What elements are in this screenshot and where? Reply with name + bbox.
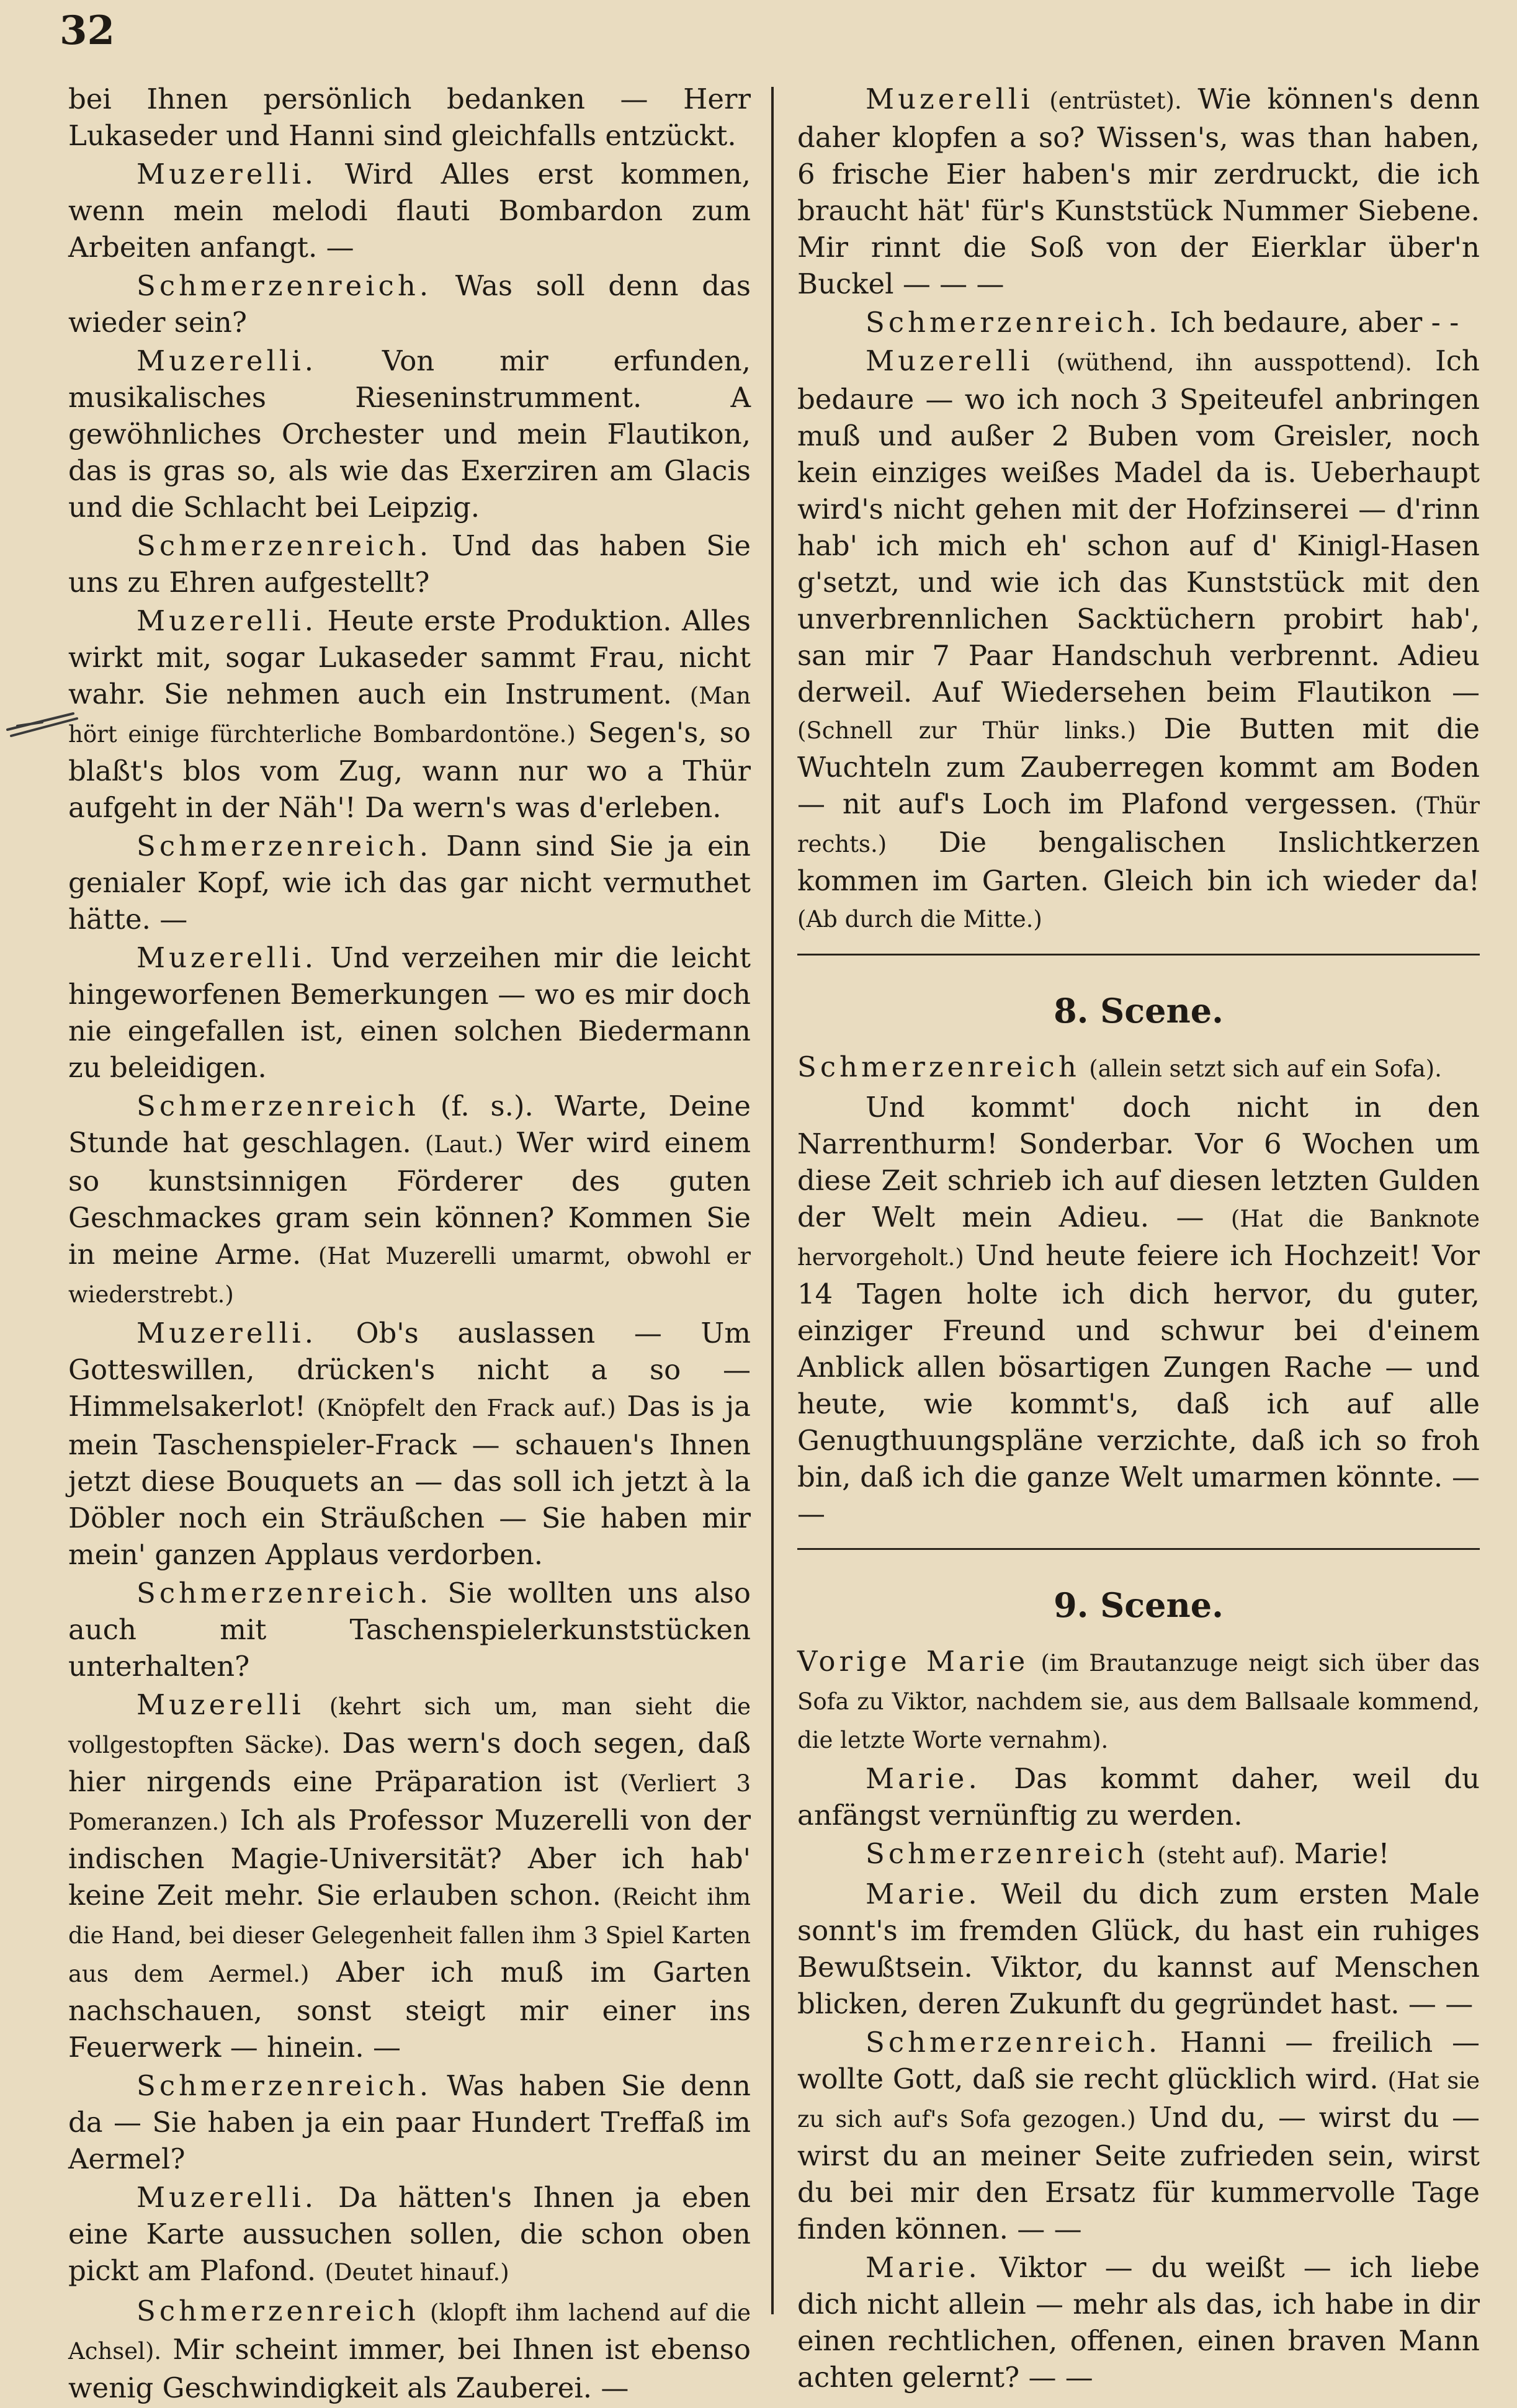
stage-direction: (Hat sie zu sich auf's Sofa gezogen.) [797,2067,1480,2133]
speaker-name: Schmerzenreich [866,1837,1148,1870]
speaker-name: Schmerzenreich. [136,529,432,562]
text-segment: Und heute feiere ich Hochzeit! Vor 14 Tagen holte ich dich hervor, du guter, einziger Freund und schwur bei d'einem Anblick allen bösartigen Zungen Rache — und heute, wie kommt's, daß ich auf alle Genugthuungspläne verzichte, daß ich so froh bin, daß ich die ganze Welt umarmen könnte. — — [797,1239,1480,1530]
text-segment: Ich als Professor Muzerelli von der indischen Magie-Universität? Aber ich hab' keine Zeit mehr. Sie erlauben schon. [68,1804,751,1912]
text-segment: Ich bedaure — wo ich noch 3 Speiteufel anbringen muß und außer 2 Buben vom Greisler, noch kein einziges weißes Madel da is. Ueberhaupt wird's nicht gehen mit der Hofzinserei — d'rinn hab' ich mich eh' schon auf d' Kinigl-Hasen g'setzt, und wie ich das Kunststück mit den unverbrennlichen Sacktüchern probirt hab', san mir 7 Paar Handschuh verbrennt. Adieu derweil. Auf Wiedersehen beim Flautikon — [797,344,1480,709]
dialogue-paragraph [797,1835,1480,1874]
dialogue-paragraph [68,1686,751,2066]
column-rule [771,87,774,2314]
text-segment: Und verzeihen mir die leicht hingeworfenen Bemerkungen — wo es mir doch nie eingefallen ist, einen solchen Biedermann zu beleidigen. [68,941,751,1084]
continuation-paragraph [68,81,751,154]
scene-divider [797,954,1480,956]
text-segment: Sie wollten uns also auch mit Taschenspielerkunststücken unterhalten? [68,1577,751,1683]
text-segment [1080,1050,1089,1083]
text-segment [1029,1645,1040,1678]
speaker-name: Schmerzenreich. [136,269,432,302]
stage-direction: (entrüstet). [1049,87,1182,114]
text-segment: Da hätten's Ihnen ja eben eine Karte aussuchen sollen, die schon oben pickt am Plafond. [68,2181,751,2287]
text-segment: Ob's auslassen — Um Gotteswillen, drücken's nicht a so — Himmelsakerlot! [68,1317,751,1423]
left-column [68,81,751,2408]
text-segment: Wer wird einem so kunstsinnigen Förderer des guten Geschmackes gram sein können? Kommen Sie in meine Arme. [68,1126,751,1271]
scene-heading [797,991,1480,1030]
text-segment: Dann sind Sie ja ein genialer Kopf, wie ich das gar nicht vermuthet hätte. — [68,830,751,936]
stage-direction: (Deutet hinauf.) [324,2259,509,2286]
dialogue-paragraph [68,2179,751,2291]
text-segment: Das wern's doch segen, daß hier nirgends eine Präparation ist [68,1727,751,1798]
speaker-name: Muzerelli. [136,941,318,974]
continuation-paragraph [797,1049,1480,1087]
text-segment [1034,83,1050,115]
speaker-name: Schmerzenreich. [136,830,432,862]
stage-direction: (Thür rechts.) [797,792,1480,857]
stage-direction: (Ab durch die Mitte.) [797,906,1042,933]
speaker-name: Schmerzenreich. [136,1577,432,1609]
text-segment: bei Ihnen persönlich bedanken — Herr Lukaseder und Hanni sind gleichfalls entzückt. [68,83,751,152]
text-segment [419,2294,430,2327]
text-segment: Und das haben Sie uns zu Ehren aufgestellt? [68,529,751,599]
speaker-name: Marie. [866,1762,981,1795]
text-segment [1034,344,1057,377]
dialogue-paragraph [68,1088,751,1313]
stage-direction: (Man hört einige fürchterliche Bombardontöne.) [68,683,751,748]
dialogue-paragraph [68,2293,751,2406]
text-segment: Und kommt' doch nicht in den Narrenthurm! Sonderbar. Vor 6 Wochen um diese Zeit schrieb ich auf diesen letzten Gulden der Welt mein Adieu. — [797,1091,1480,1233]
scene-divider [797,1548,1480,1550]
stage-direction: (wüthend, ihn ausspottend). [1056,349,1413,376]
text-segment: Die bengalischen Inslichtkerzen kommen im Garten. Gleich bin ich wieder da! [797,826,1480,897]
speaker-name: Muzerelli [866,83,1034,115]
text-segment: Wird Alles erst kommen, wenn mein melodi flauti Bombardon zum Arbeiten anfangt. — [68,158,751,264]
text-segment: 9. Scene. [1054,1585,1224,1625]
text-segment [1148,1837,1157,1870]
stage-direction: (Reicht ihm die Hand, bei dieser Gelegenheit fallen ihm 3 Spiel Karten aus dem Aermel.) [68,1884,751,1987]
speaker-name: Schmerzenreich. [136,2069,432,2102]
continuation-paragraph [797,1643,1480,1758]
text-segment: Und du, — wirst du — wirst du an meiner Seite zufrieden sein, wirst du bei mir den Ersatz für kummervolle Tage finden können. — — [797,2101,1480,2245]
scene-heading [797,1586,1480,1624]
text-segment: Viktor — du weißt — ich liebe dich nicht allein — mehr als das, ich habe in dir einen rechtlichen, offenen, einen braven Mann achten gelernt? — — [797,2251,1480,2394]
stage-direction: (Verliert 3 Pomeranzen.) [68,1770,751,1835]
dialogue-paragraph [797,2249,1480,2396]
dialogue-paragraph [68,1315,751,1573]
speaker-name: Muzerelli. [136,2181,318,2214]
speaker-name: Schmerzenreich. [866,306,1161,339]
text-segment: Mir scheint immer, bei Ihnen ist ebenso wenig Geschwindigkeit als Zauberei. — [68,2333,751,2404]
text-segment [305,1688,329,1721]
text-segment: Von mir erfunden, musikalisches Rieseninstrumment. A gewöhnliches Orchester und mein Flautikon, das is gras so, als wie das Exerziren am Glacis und die Schlacht bei Leipzig. [68,344,751,524]
speaker-name: Muzerelli. [136,604,318,637]
stage-direction: (Hat Muzerelli umarmt, obwohl er wiederstrebt.) [68,1243,751,1308]
text-segment: Segen's, so blaßt's blos vom Zug, wann nur wo a Thür aufgeht in der Näh'! Da wern's was d'erleben. [68,716,751,824]
speaker-name: Muzerelli. [136,344,318,377]
speaker-name: Muzerelli. [136,158,318,190]
text-segment: Hanni — freilich — wollte Gott, daß sie recht glücklich wird. [797,2026,1480,2095]
dialogue-paragraph [68,602,751,826]
stage-direction: (Schnell zur Thür links.) [797,717,1136,744]
text-segment: Wie können's denn daher klopfen a so? Wissen's, was than haben, 6 frische Eier haben's mir zerdruckt, die ich braucht hät' für's Kunststück Nummer Siebene. Mir rinnt die Soß von der Eierklar über'n Buckel — — — [797,83,1480,300]
dialogue-paragraph [68,2067,751,2177]
stage-direction: (klopft ihm lachend auf die Achsel). [68,2299,751,2365]
stage-direction: (im Brautanzuge neigt sich über das Sofa zu Viktor, nachdem sie, aus dem Ballsaale kommend, die letzte Worte vernahm). [797,1650,1480,1753]
text-segment: Marie! [1285,1837,1390,1870]
dialogue-paragraph [68,828,751,938]
dialogue-paragraph [797,2024,1480,2247]
text-segment: Die Butten mit die Wuchteln zum Zauberregen kommt am Boden — nit auf's Loch im Plafond vergessen. [797,712,1480,820]
dialogue-paragraph [68,527,751,601]
text-segment: Das kommt daher, weil du anfängst vernünftig zu werden. [797,1762,1480,1832]
stage-direction: (kehrt sich um, man sieht die vollgestopften Säcke). [68,1693,751,1758]
dialogue-paragraph [797,81,1480,302]
speaker-name: Schmerzenreich [136,1090,419,1122]
speaker-name: Schmerzenreich [136,2294,419,2327]
speaker-name: Marie. [866,2251,981,2284]
dialogue-paragraph [797,1760,1480,1833]
dialogue-paragraph [68,1575,751,1685]
text-segment: Was haben Sie denn da — Sie haben ja ein paar Hundert Treffaß im Aermel? [68,2069,751,2175]
text-segment: Ich bedaure, aber - - [1161,306,1459,339]
speaker-name: Schmerzenreich [797,1050,1080,1083]
dialogue-paragraph [68,939,751,1086]
text-segment: (f. s.). Warte, Deine Stunde hat geschlagen. [68,1090,751,1159]
text-segment: Das is ja mein Taschenspieler-Frack — schauen's Ihnen jetzt diese Bouquets an — das soll ich jetzt à la Döbler noch ein Sträußchen — Sie haben mir mein' ganzen Applaus verdorben. [68,1390,751,1571]
stage-direction: (Hat die Banknote hervorgeholt.) [797,1206,1480,1271]
stage-direction: (allein setzt sich auf ein Sofa). [1089,1055,1442,1082]
speaker-name: Marie. [866,1878,981,1910]
text-segment: Heute erste Produktion. Alles wirkt mit, sogar Lukaseder sammt Frau, nicht wahr. Sie nehmen auch ein Instrument. [68,604,751,710]
dialogue-paragraph [797,304,1480,341]
stage-direction: (Laut.) [424,1131,503,1158]
dialogue-paragraph [68,342,751,526]
text-segment: Weil du dich zum ersten Male sonnt's im fremden Glück, du hast ein ruhiges Bewußtsein. Viktor, du kannst auf Menschen blicken, deren Zukunft du gegründet hast. — — [797,1878,1480,2020]
speaker-name: Muzerelli. [136,1317,318,1349]
speaker-name: Muzerelli [136,1688,305,1721]
dialogue-paragraph [797,1089,1480,1532]
dialogue-paragraph [797,1876,1480,2022]
speaker-name: Vorige Marie [797,1645,1029,1678]
dialogue-paragraph [68,267,751,341]
right-column [797,81,1480,2397]
text-segment: Was soll denn das wieder sein? [68,269,751,339]
page-number: 32 [60,7,115,54]
dialogue-paragraph [797,342,1480,938]
text-segment: 8. Scene. [1054,991,1224,1031]
text-segment: Aber ich muß im Garten nachschauen, sonst steigt mir einer ins Feuerwerk — hinein. — [68,1956,751,2064]
stage-direction: (Knöpfelt den Frack auf.) [316,1395,616,1421]
stage-direction: (steht auf). [1157,1842,1286,1869]
dialogue-paragraph [68,156,751,266]
speaker-name: Muzerelli [866,344,1034,377]
speaker-name: Schmerzenreich. [866,2026,1161,2059]
